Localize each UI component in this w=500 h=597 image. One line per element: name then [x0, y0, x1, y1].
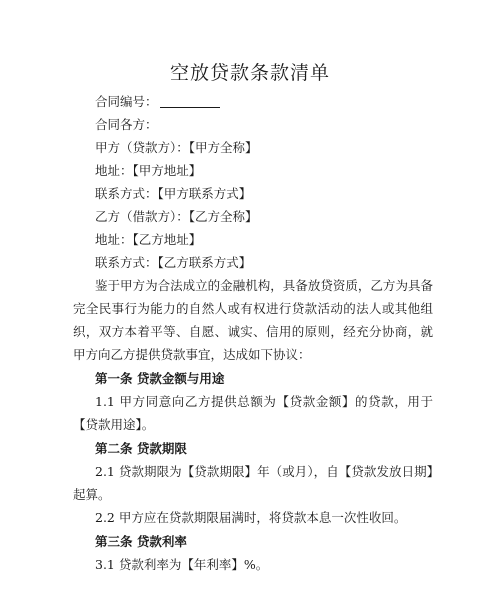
parties-label: 合同各方： — [95, 117, 158, 132]
party-b-address: 地址：【乙方地址】 — [95, 232, 202, 247]
article-1-heading: 第一条 贷款金额与用途 — [95, 371, 225, 386]
party-a-contact: 联系方式：【甲方联系方式】 — [95, 186, 252, 201]
contract-number-blank[interactable] — [160, 94, 220, 108]
party-a-address: 地址：【甲方地址】 — [95, 163, 202, 178]
article-2-1: 2.1 贷款期限为【贷款期限】年（或月），自【贷款发放日期】起算。 — [73, 464, 433, 502]
article-3-heading: 第三条 贷款利率 — [95, 534, 187, 549]
contract-number-line — [73, 90, 433, 113]
article-3-1: 3.1 贷款利率为【年利率】%。 — [95, 557, 269, 572]
contract-number-label: 合同编号： — [95, 94, 158, 109]
party-b-contact: 联系方式：【乙方联系方式】 — [95, 255, 252, 270]
article-2-heading: 第二条 贷款期限 — [95, 441, 187, 456]
article-2-2: 2.2 甲方应在贷款期限届满时，将贷款本息一次性收回。 — [95, 510, 407, 525]
preamble-paragraph: 鉴于甲方为合法成立的金融机构，具备放贷资质，乙方为具备完全民事行为能力的自然人或有权进行贷款活动的法人或其他组织，双方本着平等、自愿、诚实、信用的原则，经充分协商，就甲方向乙方提供贷款事宜，达成如下协议： — [73, 278, 433, 362]
party-a-name: 甲方（贷款方）：【甲方全称】 — [95, 140, 258, 155]
document-body — [73, 90, 433, 576]
article-1-1: 1.1 甲方同意向乙方提供总额为【贷款金额】的贷款，用于【贷款用途】。 — [73, 394, 433, 432]
document-title: 空放贷款条款清单 — [169, 62, 330, 84]
party-b-name: 乙方（借款方）：【乙方全称】 — [95, 209, 258, 224]
